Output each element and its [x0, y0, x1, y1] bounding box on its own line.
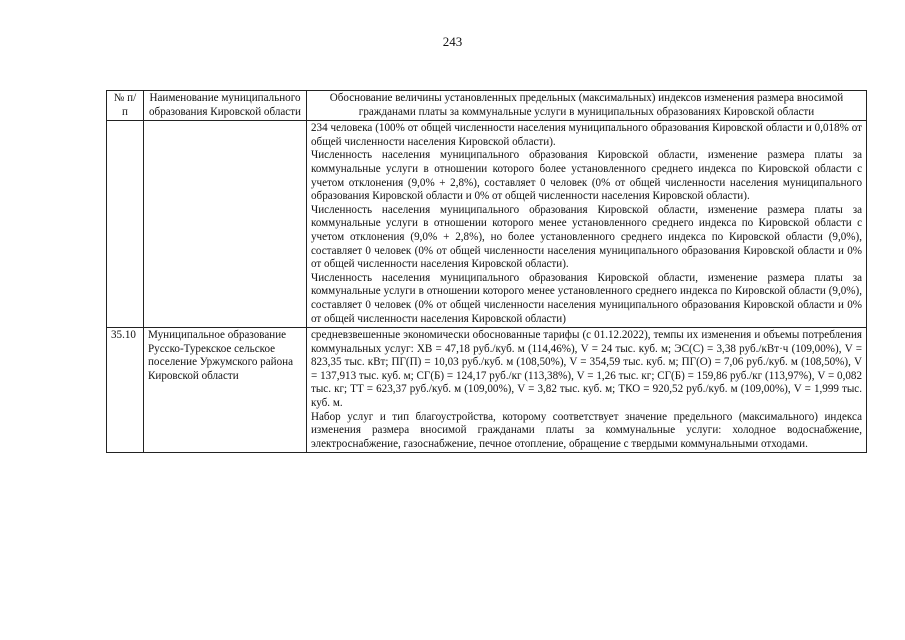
row-basis	[307, 328, 867, 453]
basis-paragraph: Численность населения муниципального образования Кировской области, изменение размера платы за коммунальные услуги в отношении которого более установленного среднего индекса по Кировской области с учетом отклонения (9,0% + 2,8%), составляет 0 человек (0% от общей численности населения муниципального образования Кировской области и 0% от общей численности населения Кировской области).	[311, 149, 862, 203]
row-basis	[307, 121, 867, 328]
header-basis: Обоснование величины установленных предельных (максимальных) индексов изменения размера вносимой гражданами платы за коммунальные услуги в муниципальных образованиях Кировской области	[307, 91, 867, 121]
row-num	[107, 121, 144, 328]
page-number: 243	[442, 34, 463, 49]
row-num: 35.10	[107, 328, 144, 453]
tariff-table	[106, 90, 867, 453]
header-name: Наименование муниципального образования Кировской области	[144, 91, 307, 121]
table-row	[107, 328, 867, 453]
basis-paragraph: 234 человека (100% от общей численности населения муниципального образования Кировской области и 0,018% от общей численности населения Кировской области).	[311, 122, 862, 148]
table-row	[107, 121, 867, 328]
table-header-row	[107, 91, 867, 121]
basis-paragraph: Набор услуг и тип благоустройства, которому соответствует значение предельного (максимального) индекса изменения размера вносимой гражданами платы за коммунальные услуги: холодное водоснабжение, электроснабжение, газоснабжение, печное отопление, обращение с твердыми коммунальными отходами.	[311, 410, 862, 450]
basis-paragraph: Численность населения муниципального образования Кировской области, изменение размера платы за коммунальные услуги в отношении которого менее установленного среднего индекса по Кировской области с учетом отклонения (9,0% + 2,8%), но более установленного среднего индекса по Кировской области (9,0%), составляет 0 человек (0% от общей численности населения муниципального образования Кировской области и 0% от общей численности населения Кировской области).	[311, 203, 862, 271]
header-num: № п/п	[107, 91, 144, 121]
row-name	[144, 121, 307, 328]
row-name: Муниципальное образование Русско-Турекское сельское поселение Уржумского района Кировской области	[144, 328, 307, 453]
basis-paragraph: средневзвешенные экономически обоснованные тарифы (с 01.12.2022), темпы их изменения и объемы потребления коммунальных услуг: ХВ = 47,18 руб./куб. м (114,46%), V = 24 тыс. куб. м; ЭС(С) = 3,38 руб./кВт·ч (109,00%), V = 823,35 тыс. кВт; ПГ(П) = 10,03 руб./куб. м (108,50%), V = 354,59 тыс. куб. м; ПГ(О) = 7,06 руб./куб. м (108,50%), V = 137,913 тыс. куб. м; СГ(Б) = 124,17 руб./кг (113,38%), V = 1,26 тыс. кг; СГ(Б) = 159,86 руб./кг (113,97%), V = 0,082 тыс. кг; ТТ = 623,37 руб./куб. м (109,00%), V = 3,82 тыс. куб. м; ТКО = 920,52 руб./куб. м (109,00%), V = 1,999 тыс. куб. м.	[311, 329, 862, 410]
basis-paragraph: Численность населения муниципального образования Кировской области, изменение размера платы за коммунальные услуги в отношении которого менее установленного среднего индекса по Кировской области (9,0%), составляет 0 человек (0% от общей численности населения муниципального образования Кировской области и 0% от общей численности населения Кировской области)	[311, 271, 862, 325]
